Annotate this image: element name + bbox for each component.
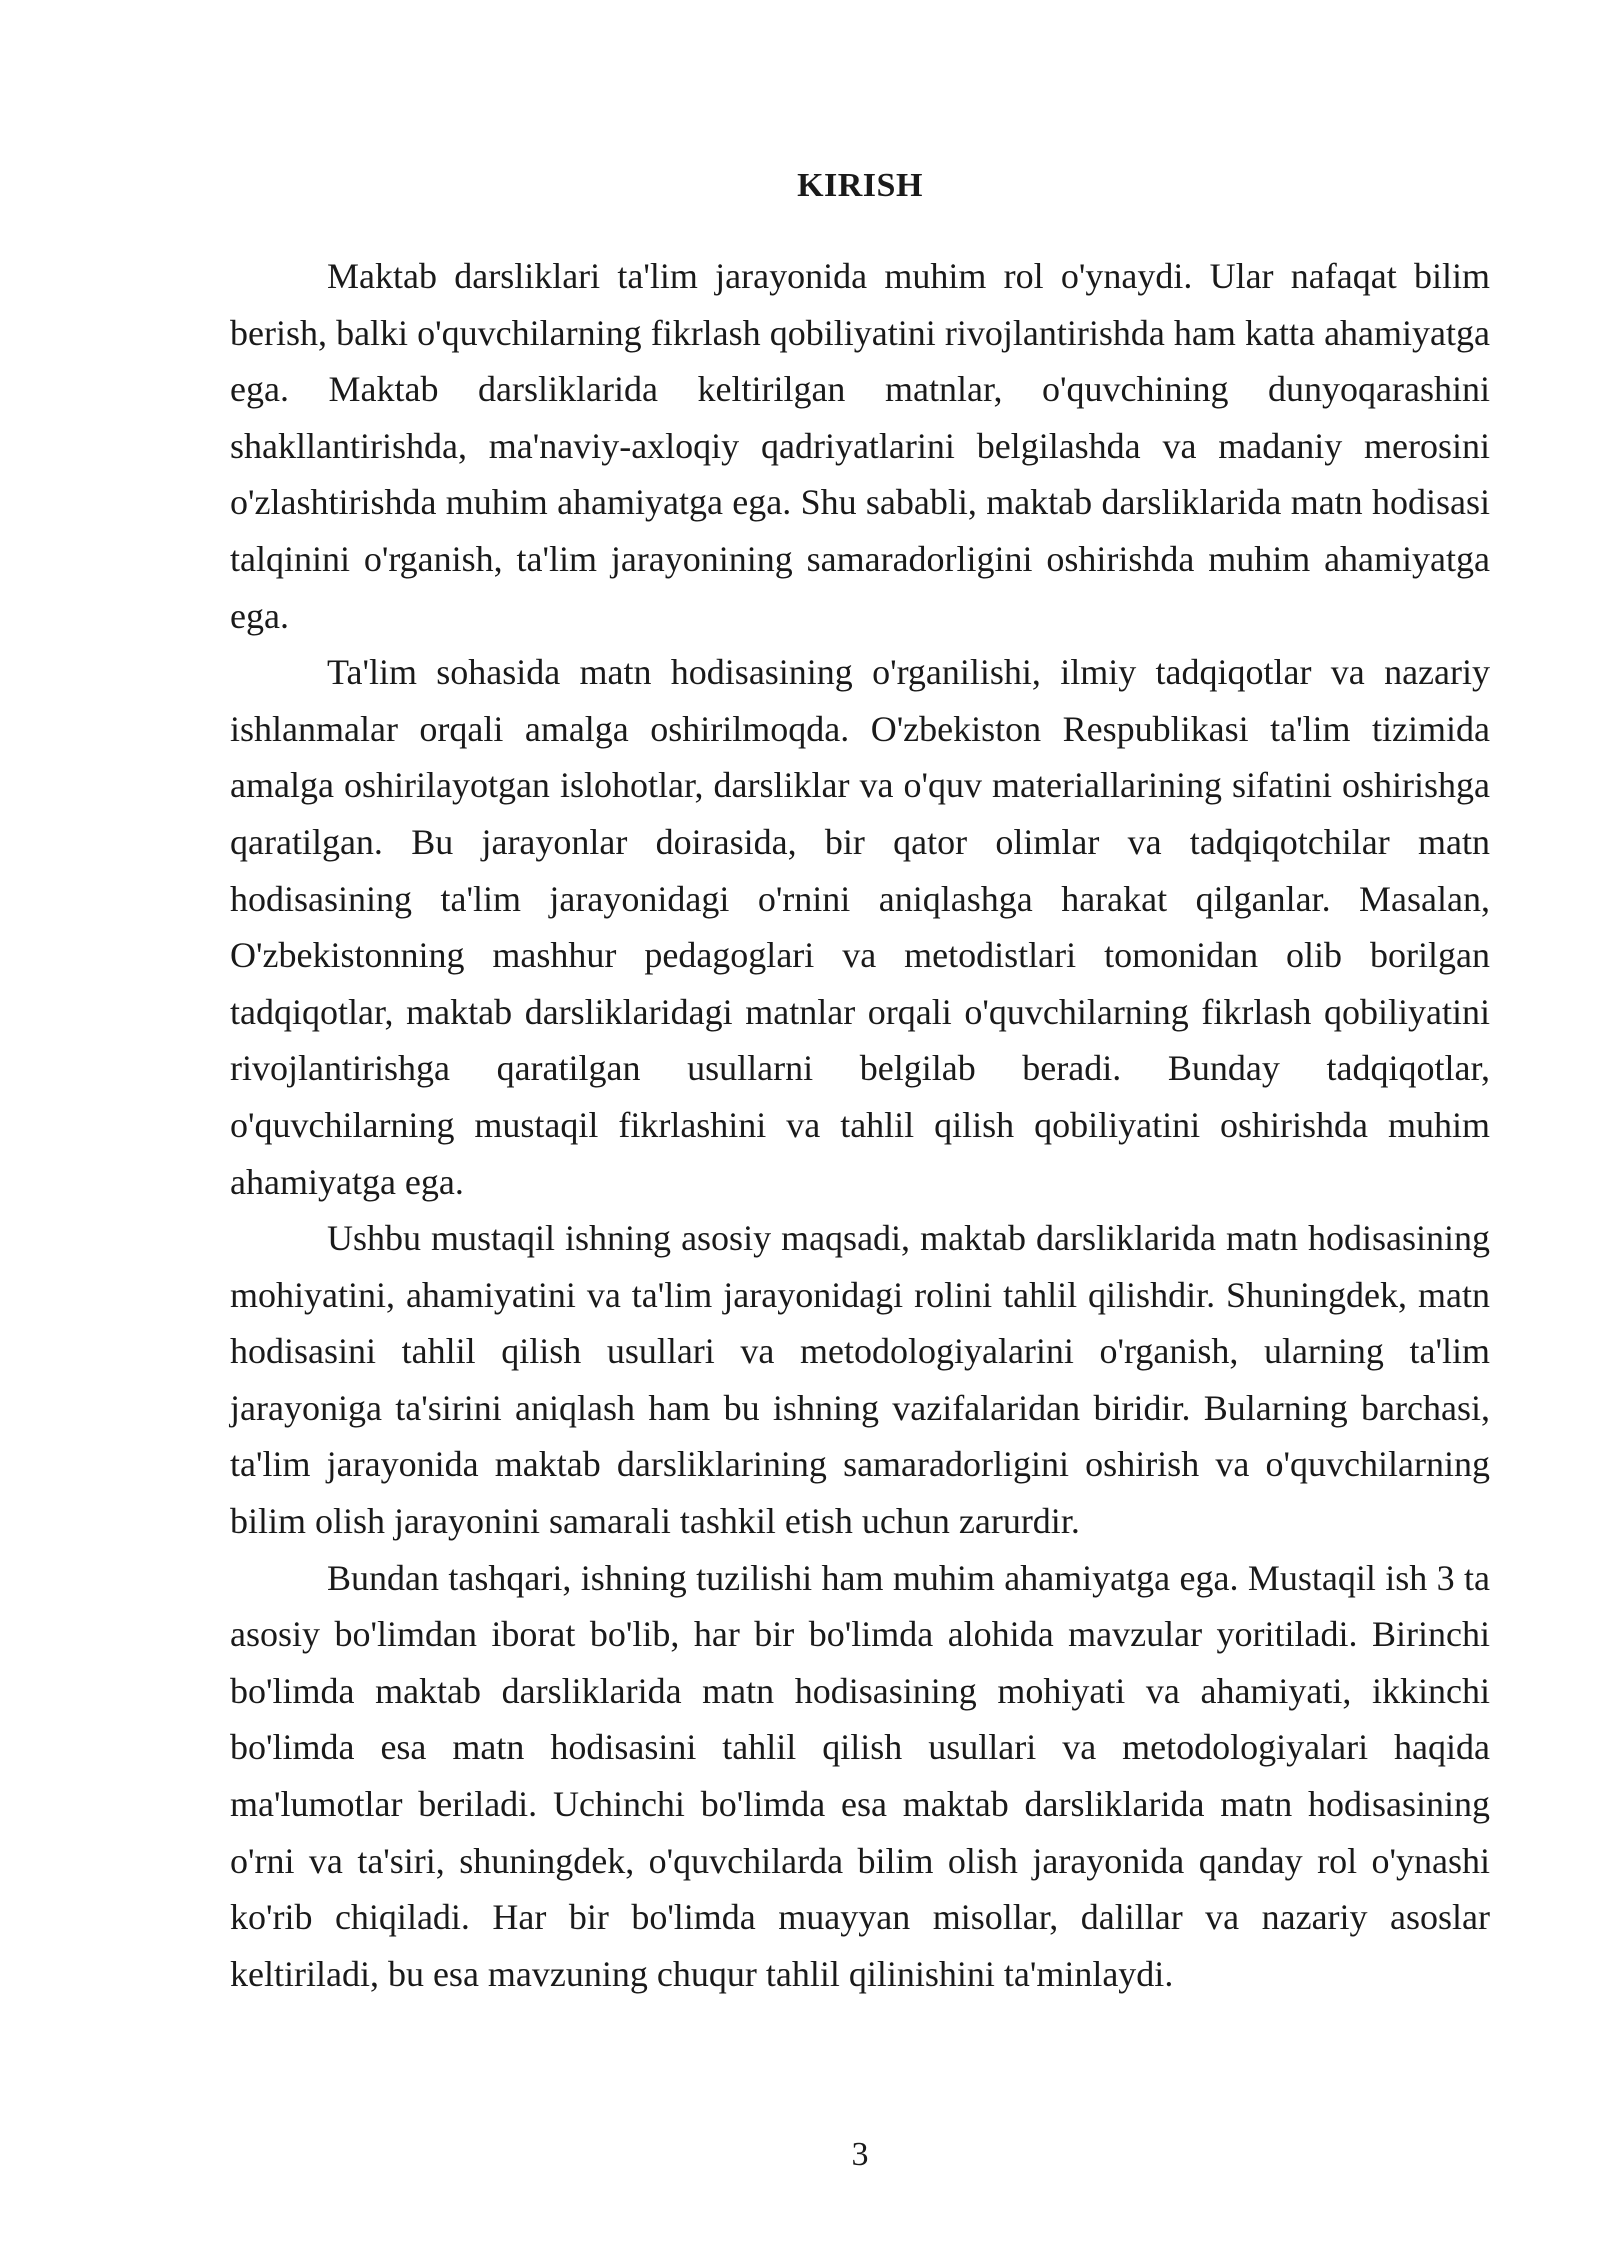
paragraph-4: Bundan tashqari, ishning tuzilishi ham muhim ahamiyatga ega. Mustaqil ish 3 ta asosiy bo'limdan iborat bo'lib, har bir bo'limda alohida mavzular yoritiladi. Birinchi bo'limda maktab darsliklarida matn hodisasining mohiyati va ahamiyati, ikkinchi bo'limda esa matn hodisasini tahlil qilish usullari va metodologiyalari haqida ma'lumotlar beriladi. Uchinchi bo'limda esa maktab darsliklarida matn hodisasining o'rni va ta'siri, shuningdek, o'quvchilarda bilim olish jarayonida qanday rol o'ynashi ko'rib chiqiladi. Har bir bo'limda muayyan misollar, dalillar va nazariy asoslar keltiriladi, bu esa mavzuning chuqur tahlil qilinishini ta'minlaydi.	[230, 1557, 1490, 1994]
paragraph-2: Ta'lim sohasida matn hodisasining o'rganilishi, ilmiy tadqiqotlar va nazariy ishlanmalar orqali amalga oshirilmoqda. O'zbekiston Respublikasi ta'lim tizimida amalga oshirilayotgan islohotlar, darsliklar va o'quv materiallarining sifatini oshirishga qaratilgan. Bu jarayonlar doirasida, bir qator olimlar va tadqiqotchilar matn hodisasining ta'lim jarayonidagi o'rnini aniqlashga harakat qilganlar. Masalan, O'zbekistonning mashhur pedagoglari va metodistlari tomonidan olib borilgan tadqiqotlar, maktab darsliklaridagi matnlar orqali o'quvchilarning fikrlash qobiliyatini rivojlantirishga qaratilgan usullarni belgilab beradi. Bunday tadqiqotlar, o'quvchilarning mustaqil fikrlashini va tahlil qilish qobiliyatini oshirishda muhim ahamiyatga ega.	[230, 652, 1490, 1202]
paragraph-3: Ushbu mustaqil ishning asosiy maqsadi, maktab darsliklarida matn hodisasining mohiyatini, ahamiyatini va ta'lim jarayonidagi rolini tahlil qilishdir. Shuningdek, matn hodisasini tahlil qilish usullari va metodologiyalarini o'rganish, ularning ta'lim jarayoniga ta'sirini aniqlash ham bu ishning vazifalaridan biridir. Bularning barchasi, ta'lim jarayonida maktab darsliklarining samaradorligini oshirish va o'quvchilarning bilim olish jarayonini samarali tashkil etish uchun zarurdir.	[230, 1218, 1490, 1542]
paragraph-1: Maktab darsliklari ta'lim jarayonida muhim rol o'ynaydi. Ular nafaqat bilim berish, balki o'quvchilarning fikrlash qobiliyatini rivojlantirishda ham katta ahamiyatga ega. Maktab darsliklarida keltirilgan matnlar, o'quvchining dunyoqarashini shakllantirishda, ma'naviy-axloqiy qadriyatlarini belgilashda va madaniy merosini o'zlashtirishda muhim ahamiyatga ega. Shu sababli, maktab darsliklarida matn hodisasi talqinini o'rganish, ta'lim jarayonining samaradorligini oshirishda muhim ahamiyatga ega.	[230, 256, 1490, 636]
page-number: 3	[851, 2136, 869, 2173]
page-title: KIRISH	[797, 167, 923, 204]
body-text	[230, 248, 1490, 2002]
